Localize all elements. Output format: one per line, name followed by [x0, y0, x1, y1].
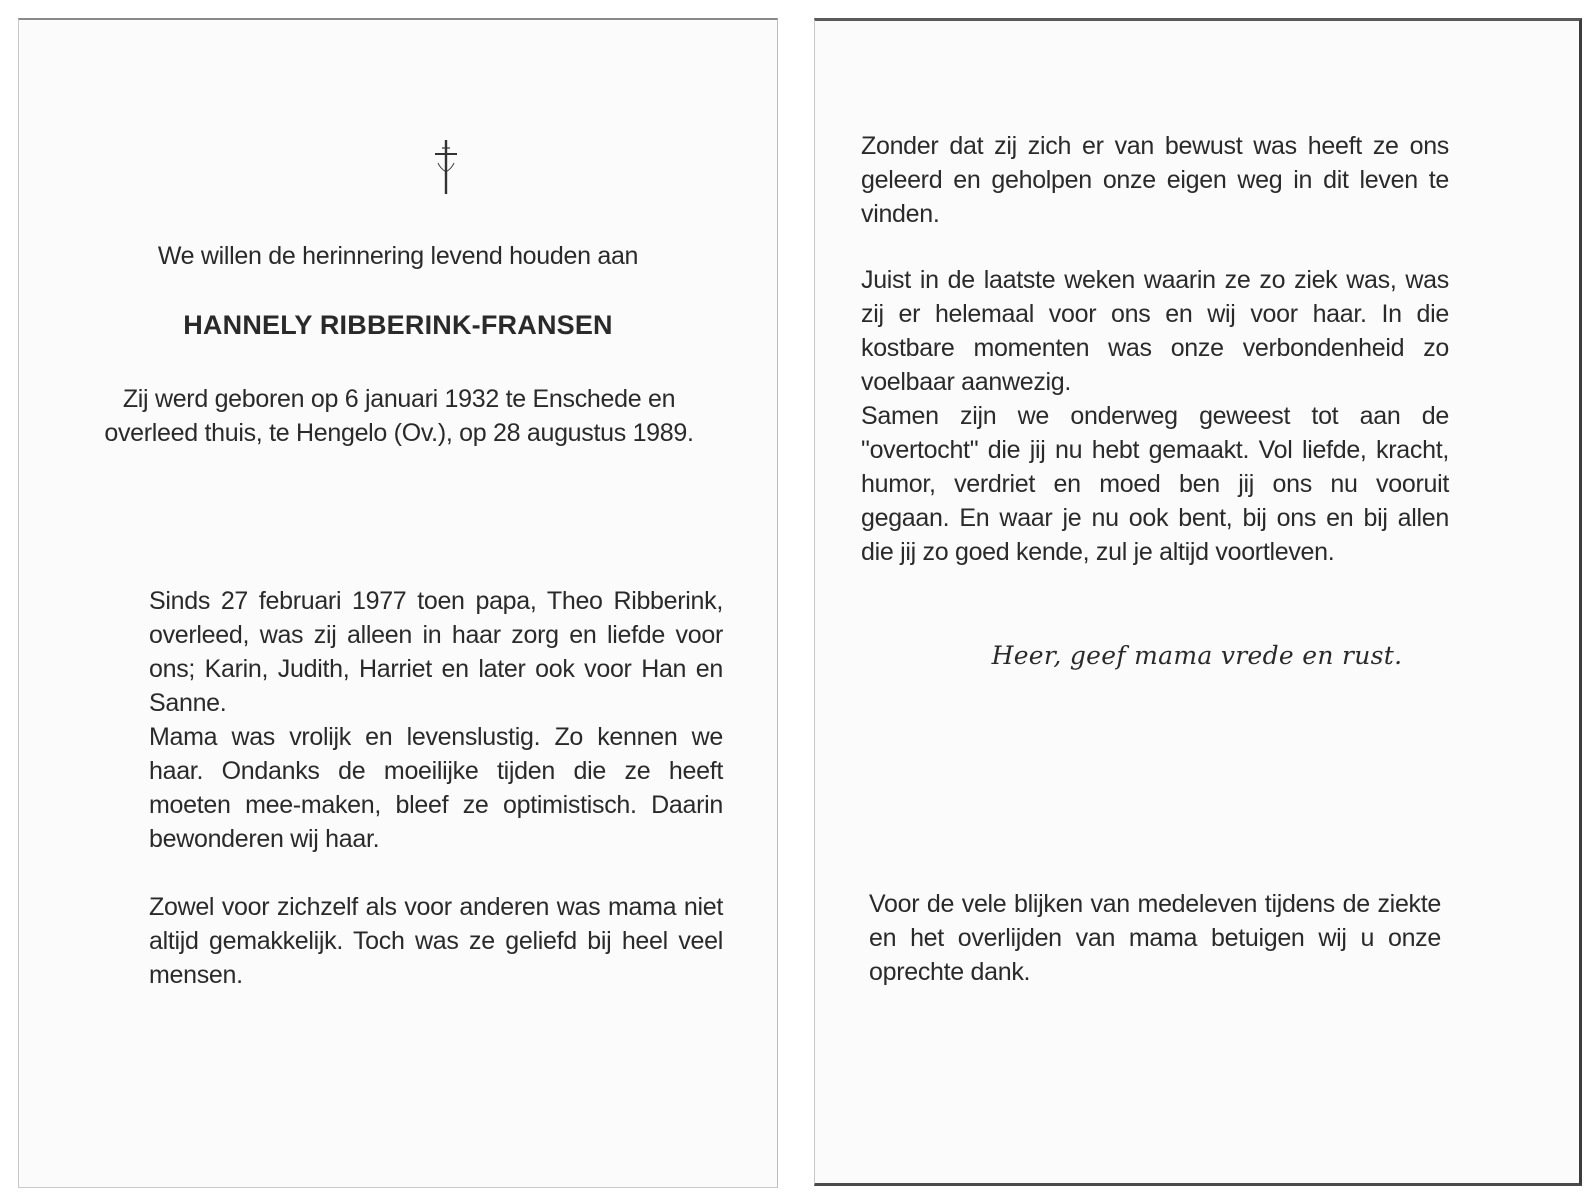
paragraph-last-weeks: Juist in de laatste weken waarin ze zo ziek was, was zij er helemaal voor ons en wij voor haar. In die kostbare momenten was onze verbondenheid zo voelbaar aanwezig.	[861, 266, 1449, 396]
paragraph-beloved: Zowel voor zichzelf als voor anderen was mama niet altijd gemakkelijk. Toch was ze geliefd bij heel veel mensen.	[149, 893, 723, 989]
paragraph-family: Sinds 27 februari 1977 toen papa, Theo Ribberink, overleed, was zij alleen in haar zorg en liefde voor ons; Karin, Judith, Harriet en later ook voor Han en Sanne.	[149, 587, 723, 717]
deceased-name: HANNELY RIBBERINK-FRANSEN	[183, 310, 613, 340]
memorial-card-left	[18, 18, 778, 1188]
paragraph-guidance: Zonder dat zij zich er van bewust was heeft ze ons geleerd en geholpen onze eigen weg in dit leven te vinden.	[861, 132, 1449, 228]
intro-line: We willen de herinnering levend houden aan	[157, 242, 639, 270]
paragraph-cheerful: Mama was vrolijk en levenslustig. Zo kennen we haar. Ondanks de moeilijke tijden die ze heeft moeten mee-maken, bleef ze optimistisch. Daarin bewonderen wij haar.	[149, 723, 723, 853]
prayer-line: Heer, geef mama vrede en rust.	[991, 641, 1403, 670]
paragraph-thanks: Voor de vele blijken van medeleven tijdens de ziekte en het overlijden van mama betuigen wij u onze oprechte dank.	[869, 890, 1441, 986]
cross-icon	[431, 138, 461, 198]
paragraph-journey: Samen zijn we onderweg geweest tot aan de "overtocht" die jij nu hebt gemaakt. Vol liefde, kracht, humor, verdriet en moed ben jij ons nu vooruit gegaan. En waar je nu ook bent, bij ons en bij allen die jij zo goed kende, zul je altijd voortleven.	[861, 402, 1449, 566]
birth-death-text: Zij werd geboren op 6 januari 1932 te Enschede en overleed thuis, te Hengelo (Ov.), op 28 augustus 1989.	[104, 385, 694, 447]
memorial-card-right	[814, 18, 1582, 1186]
